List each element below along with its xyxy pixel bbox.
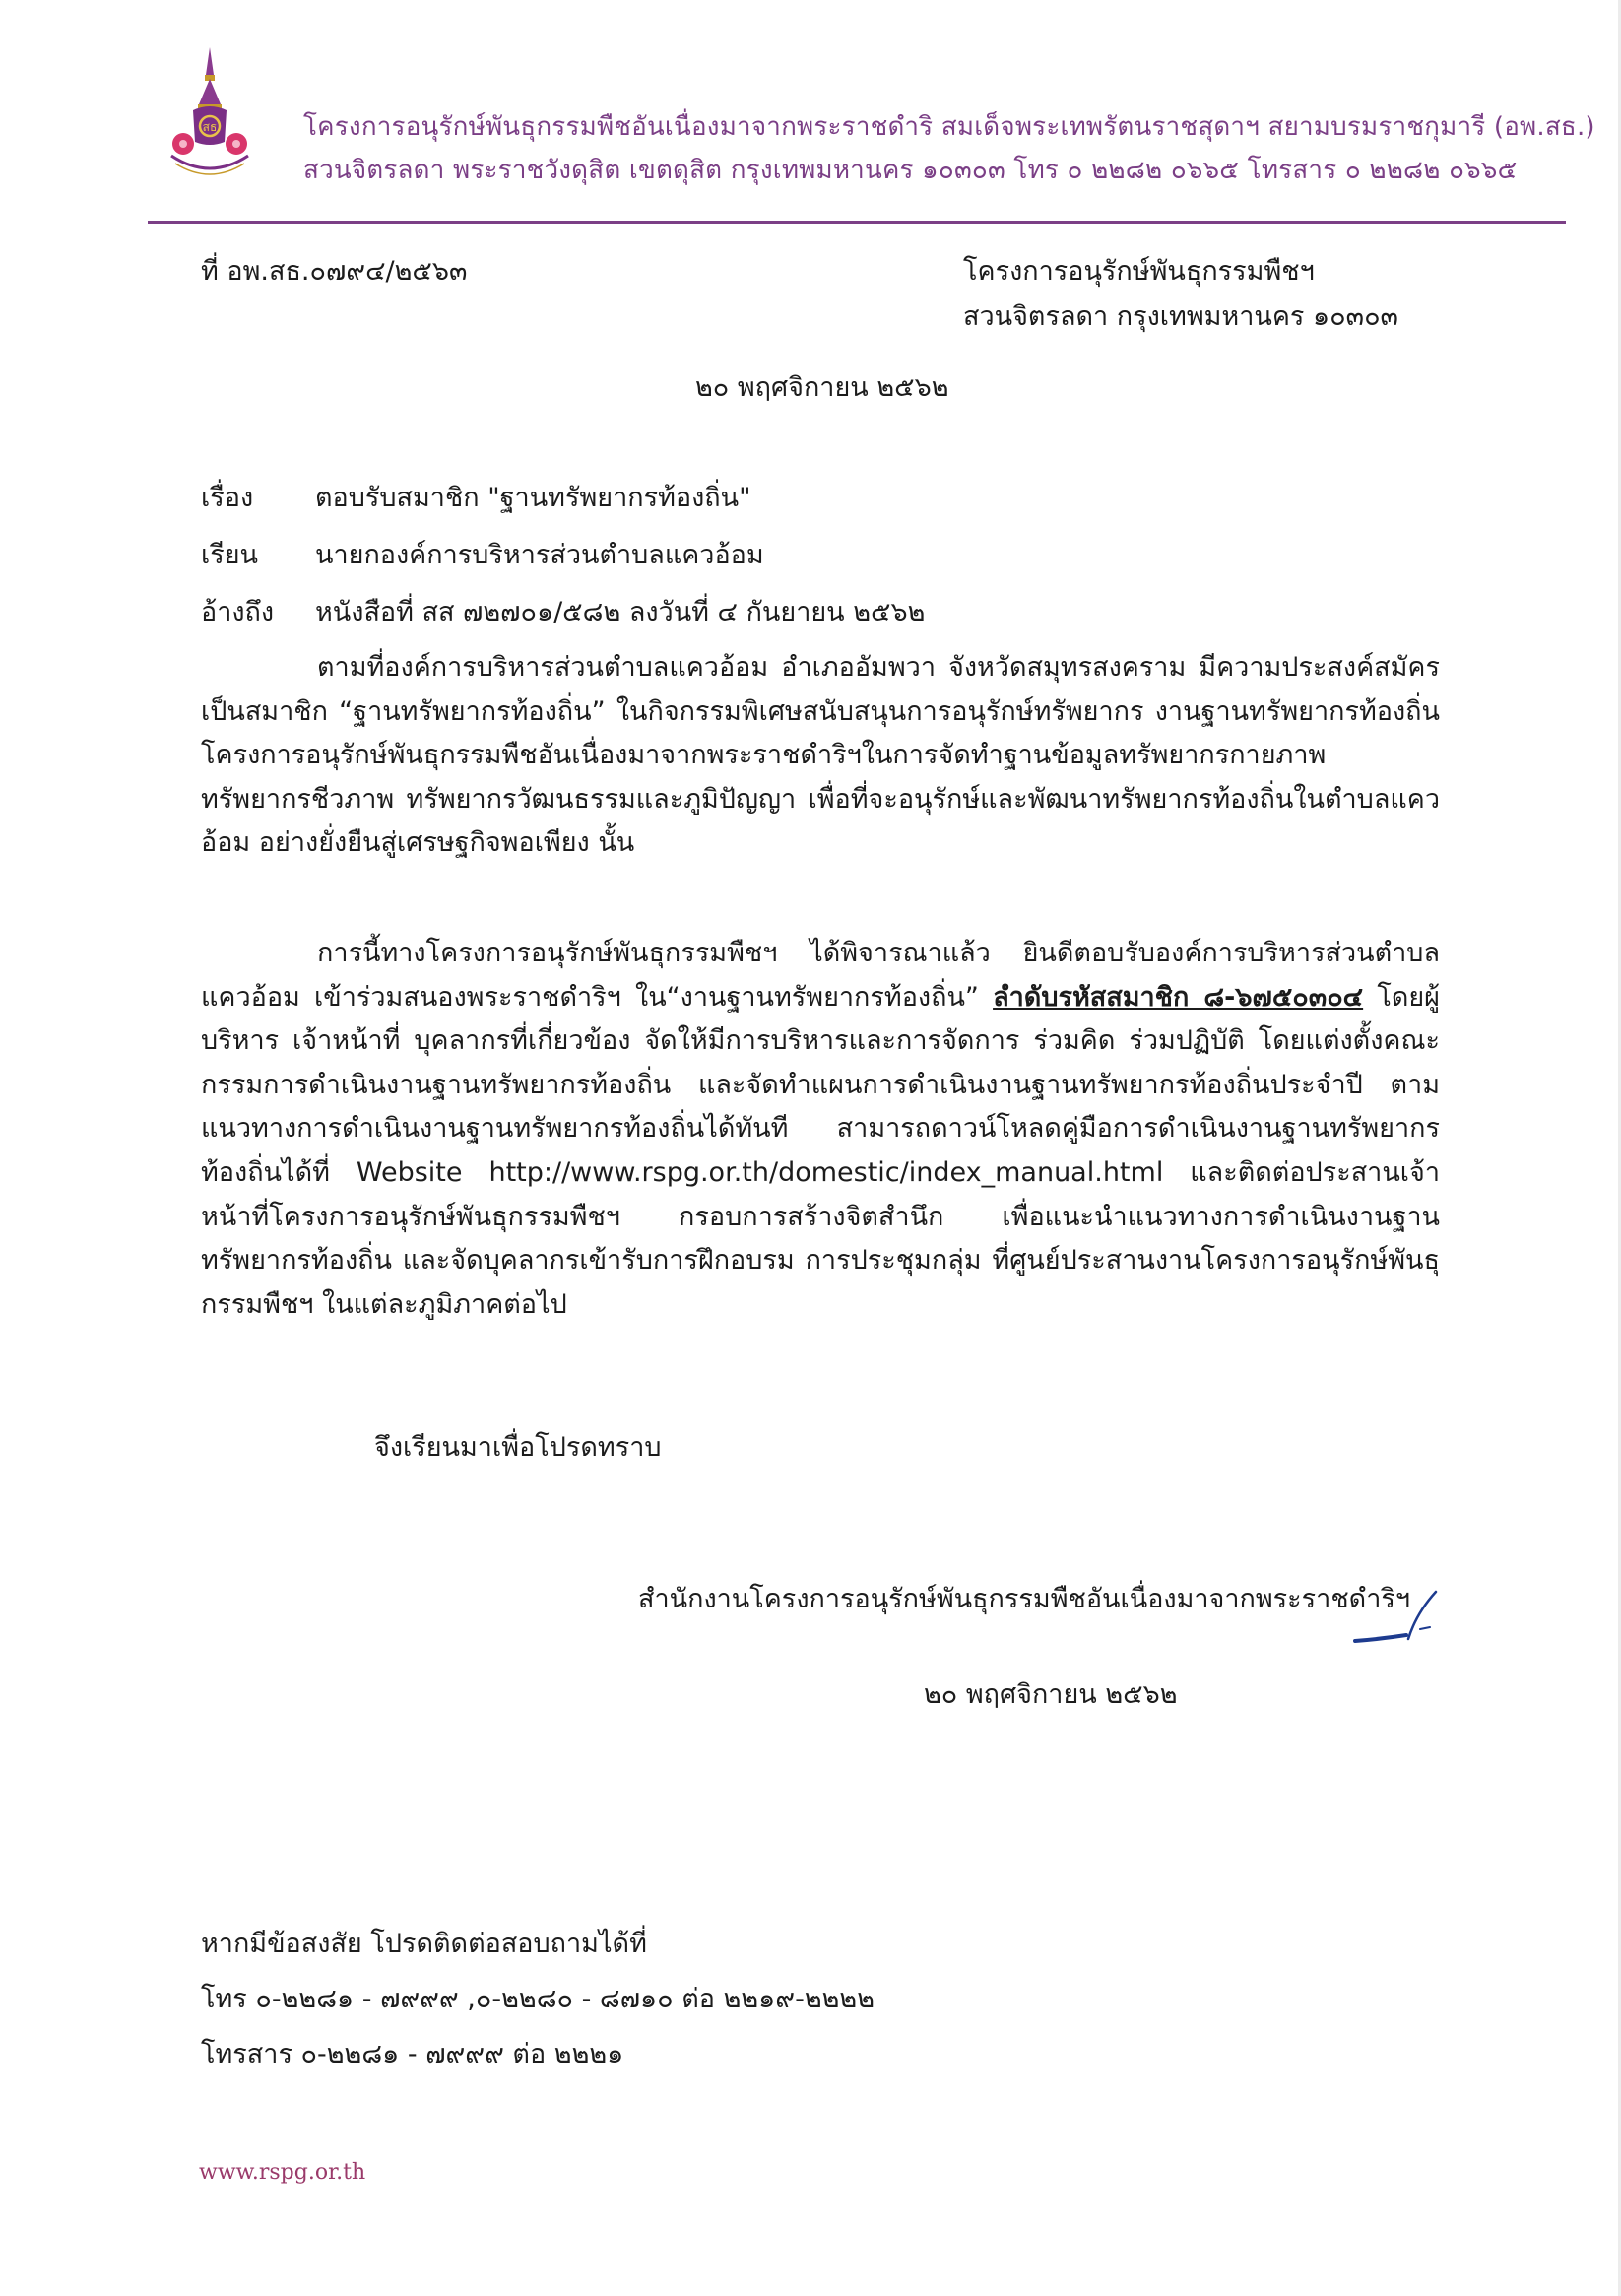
reference-text: หนังสือที่ สส ๗๒๗๐๑/๕๘๒ ลงวันที่ ๔ กันยายน ๒๕๖๒: [315, 597, 926, 627]
signature-mark: [1351, 1584, 1442, 1653]
recipient-text: นายกองค์การบริหารส่วนตำบลแควอ้อม: [315, 540, 764, 570]
sender-organization: โครงการอนุรักษ์พันธุกรรมพืชฯ: [963, 256, 1315, 287]
signing-office: สำนักงานโครงการอนุรักษ์พันธุกรรมพืชอันเนื่องมาจากพระราชดำริฯ: [638, 1584, 1411, 1614]
letter-date: ๒๐ พฤศจิกายน ๒๕๖๒: [695, 372, 949, 403]
royal-crown-emblem-icon: [165, 45, 254, 183]
signed-date: ๒๐ พฤศจิกายน ๒๕๖๒: [924, 1679, 1178, 1710]
reference-label: อ้างถึง: [201, 597, 275, 627]
member-code: ลำดับรหัสสมาชิก ๘-๖๗๕๐๓๐๔: [993, 981, 1364, 1013]
closing-text: จึงเรียนมาเพื่อโปรดทราบ: [374, 1432, 662, 1463]
letterhead-address: สวนจิตรลดา พระราชวังดุสิต เขตดุสิต กรุงเทพมหานคร ๑๐๓๐๓ โทร ๐ ๒๒๘๒ ๐๖๖๕ โทรสาร ๐ ๒๒๘๒ ๐๖๖๕: [303, 156, 1518, 185]
reference-number: ที่ อพ.สธ.๐๗๙๔/๒๕๖๓: [201, 256, 468, 287]
body-paragraph-1-text: ตามที่องค์การบริหารส่วนตำบลแควอ้อม อำเภออัมพวา จังหวัดสมุทรสงคราม มีความประสงค์สมัครเป็นสมาชิก “ฐานทรัพยากรท้องถิ่น” ในกิจกรรมพิเศษสนับสนุนการอนุรักษ์ทรัพยากร งานฐานทรัพยากรท้องถิ่น โครงการอนุรักษ์พันธุกรรมพืชอันเนื่องมาจากพระราชดำริฯในการจัดทำฐานข้อมูลทรัพยากรกายภาพ ทรัพยากรชีวภาพ ทรัพยากรวัฒนธรรมและภูมิปัญญา เพื่อที่จะอนุรักษ์และพัฒนาทรัพยากรท้องถิ่นในตำบลแควอ้อม อย่างยั่งยืนสู่เศรษฐกิจพอเพียง นั้น: [201, 652, 1440, 859]
footer-website: www.rspg.or.th: [199, 2160, 366, 2185]
sender-address: สวนจิตรลดา กรุงเทพมหานคร ๑๐๓๐๓: [963, 301, 1399, 332]
subject-text: ตอบรับสมาชิก "ฐานทรัพยากรท้องถิ่น": [315, 483, 751, 513]
body-paragraph-1: [201, 646, 1440, 866]
contact-phone: โทร ๐-๒๒๘๑ - ๗๙๙๙ ,๐-๒๒๘๐ - ๘๗๑๐ ต่อ ๒๒๑๙-๒๒๒๒: [201, 1984, 875, 2014]
subject-label: เรื่อง: [201, 483, 254, 513]
contact-heading: หากมีข้อสงสัย โปรดติดต่อสอบถามได้ที่: [201, 1929, 647, 1959]
body-paragraph-2: [201, 932, 1440, 1327]
body-paragraph-2-text-a: การนี้ทางโครงการอนุรักษ์พันธุกรรมพืชฯ ได้พิจารณาแล้ว ยินดีตอบรับองค์การบริหารส่วนตำบลแควอ้อม เข้าร่วมสนองพระราชดำริฯ ใน“งานฐานทรัพยากรท้องถิ่น”: [201, 938, 1440, 1013]
letterhead-divider: [148, 221, 1566, 224]
svg-text:สธ: สธ: [202, 120, 218, 134]
letterhead-organization-name: โครงการอนุรักษ์พันธุกรรมพืชอันเนื่องมาจากพระราชดำริ สมเด็จพระเทพรัตนราชสุดาฯ สยามบรมราชกุมารี (อพ.สธ.): [303, 112, 1595, 142]
contact-fax: โทรสาร ๐-๒๒๘๑ - ๗๙๙๙ ต่อ ๒๒๒๑: [201, 2039, 624, 2069]
recipient-label: เรียน: [201, 540, 259, 570]
body-paragraph-2-text-b: โดยผู้บริหาร เจ้าหน้าที่ บุคลากรที่เกี่ยวข้อง จัดให้มีการบริหารและการจัดการ ร่วมคิด ร่วมปฏิบัติ โดยแต่งตั้งคณะกรรมการดำเนินงานฐานทรัพยากรท้องถิ่น และจัดทำแผนการดำเนินงานฐานทรัพยากรท้องถิ่นประจำปี ตามแนวทางการดำเนินงานฐานทรัพยากรท้องถิ่นได้ทันที สามารถดาวน์โหลดคู่มือการดำเนินงานฐานทรัพยากรท้องถิ่นได้ที่ Website http://www.rspg.or.th/domestic/index_manual.html และติดต่อประสานเจ้าหน้าที่โครงการอนุรักษ์พันธุกรรมพืชฯ กรอบการสร้างจิตสำนึก เพื่อแนะนำแนวทางการดำเนินงานฐานทรัพยากรท้องถิ่น และจัดบุคลากรเข้ารับการฝึกอบรม การประชุมกลุ่ม ที่ศูนย์ประสานงานโครงการอนุรักษ์พันธุกรรมพืชฯ ในแต่ละภูมิภาคต่อไป: [201, 981, 1440, 1320]
